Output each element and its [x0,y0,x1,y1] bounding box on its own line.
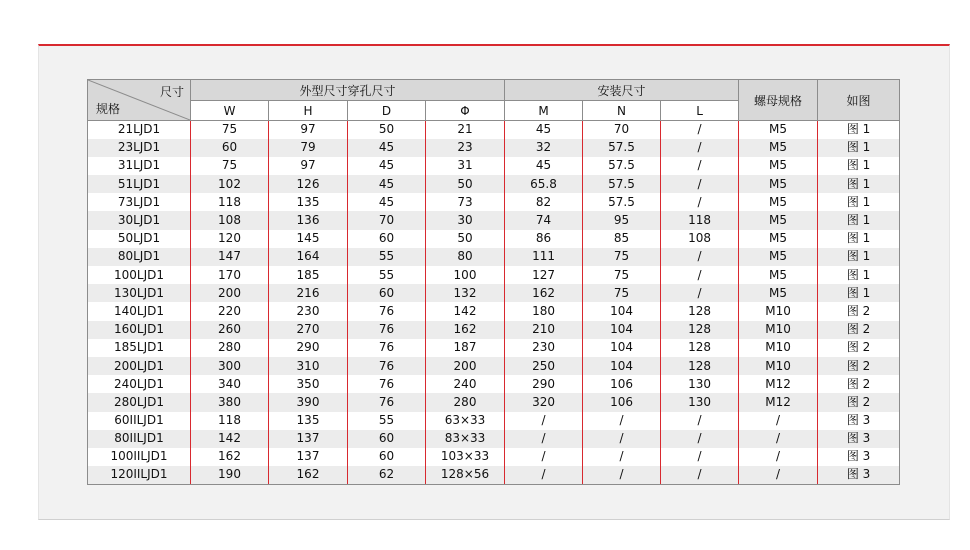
cell-figure: 图 1 [818,157,900,175]
cell-nut: M5 [739,230,818,248]
cell-w: 260 [191,321,269,339]
cell-w: 190 [191,466,269,484]
cell-model: 23LJD1 [88,139,191,157]
cell-nut: M5 [739,139,818,157]
cell-n: 106 [583,393,661,411]
cell-phi: 50 [426,230,505,248]
table-row [88,266,900,284]
cell-model: 185LJD1 [88,339,191,357]
cell-w: 118 [191,193,269,211]
table-row [88,211,900,229]
cell-phi: 142 [426,302,505,320]
table-row [88,448,900,466]
cell-figure: 图 3 [818,448,900,466]
cell-h: 390 [269,393,348,411]
sub-header-l: L [661,101,739,121]
cell-w: 380 [191,393,269,411]
cell-m: 162 [505,284,583,302]
table-row [88,121,900,139]
cell-m: 82 [505,193,583,211]
cell-d: 60 [348,284,426,302]
table-row [88,193,900,211]
cell-h: 162 [269,466,348,484]
cell-figure: 图 1 [818,248,900,266]
cell-d: 50 [348,121,426,139]
cell-model: 100LJD1 [88,266,191,284]
cell-m: 250 [505,357,583,375]
sub-header-m: M [505,101,583,121]
table-row [88,412,900,430]
cell-figure: 图 1 [818,175,900,193]
table-header [88,80,900,121]
table-row [88,393,900,411]
cell-w: 147 [191,248,269,266]
cell-h: 137 [269,430,348,448]
table-row [88,466,900,484]
table-row [88,139,900,157]
table-row [88,357,900,375]
cell-phi: 103×33 [426,448,505,466]
cell-model: 21LJD1 [88,121,191,139]
cell-phi: 80 [426,248,505,266]
cell-h: 79 [269,139,348,157]
table-row [88,302,900,320]
cell-h: 216 [269,284,348,302]
cell-figure: 图 2 [818,321,900,339]
cell-nut: M12 [739,375,818,393]
cell-phi: 200 [426,357,505,375]
cell-l: / [661,248,739,266]
cell-figure: 图 3 [818,466,900,484]
cell-w: 118 [191,412,269,430]
cell-l: 128 [661,321,739,339]
cell-nut: M5 [739,121,818,139]
cell-h: 97 [269,157,348,175]
cell-l: 128 [661,357,739,375]
cell-h: 164 [269,248,348,266]
cell-nut: / [739,448,818,466]
cell-n: 57.5 [583,175,661,193]
cell-model: 100IILJD1 [88,448,191,466]
cell-n: 85 [583,230,661,248]
corner-header [88,80,191,121]
cell-w: 102 [191,175,269,193]
cell-h: 135 [269,412,348,430]
cell-d: 60 [348,448,426,466]
cell-l: / [661,448,739,466]
cell-m: 180 [505,302,583,320]
cell-h: 97 [269,121,348,139]
cell-phi: 23 [426,139,505,157]
table-row [88,230,900,248]
cell-nut: M10 [739,321,818,339]
cell-model: 140LJD1 [88,302,191,320]
cell-l: 108 [661,230,739,248]
cell-m: / [505,466,583,484]
cell-nut: / [739,412,818,430]
cell-nut: M5 [739,211,818,229]
table-body [88,121,900,485]
table-row [88,321,900,339]
cell-m: / [505,430,583,448]
cell-model: 120IILJD1 [88,466,191,484]
cell-d: 62 [348,466,426,484]
cell-d: 60 [348,430,426,448]
cell-phi: 50 [426,175,505,193]
spec-table [87,79,900,485]
cell-n: 75 [583,266,661,284]
group-header-outer: 外型尺寸穿孔尺寸 [191,80,505,101]
cell-d: 76 [348,375,426,393]
table-row [88,157,900,175]
cell-w: 75 [191,121,269,139]
cell-w: 200 [191,284,269,302]
cell-d: 76 [348,302,426,320]
table-row [88,339,900,357]
cell-phi: 21 [426,121,505,139]
cell-model: 73LJD1 [88,193,191,211]
cell-w: 60 [191,139,269,157]
cell-model: 50LJD1 [88,230,191,248]
nut-spec-header: 螺母规格 [739,80,818,121]
cell-nut: / [739,430,818,448]
cell-d: 76 [348,393,426,411]
table-row [88,375,900,393]
cell-figure: 图 1 [818,121,900,139]
sub-header-n: N [583,101,661,121]
cell-model: 80LJD1 [88,248,191,266]
cell-phi: 280 [426,393,505,411]
cell-m: 111 [505,248,583,266]
cell-h: 136 [269,211,348,229]
cell-l: / [661,157,739,175]
cell-model: 160LJD1 [88,321,191,339]
cell-nut: M12 [739,393,818,411]
cell-n: / [583,412,661,430]
cell-d: 45 [348,139,426,157]
cell-h: 350 [269,375,348,393]
cell-figure: 图 2 [818,302,900,320]
cell-d: 55 [348,266,426,284]
cell-h: 135 [269,193,348,211]
cell-h: 270 [269,321,348,339]
cell-m: 45 [505,157,583,175]
cell-d: 45 [348,193,426,211]
cell-h: 290 [269,339,348,357]
cell-phi: 100 [426,266,505,284]
cell-w: 75 [191,157,269,175]
cell-m: / [505,412,583,430]
cell-l: / [661,266,739,284]
cell-model: 280LJD1 [88,393,191,411]
cell-nut: M10 [739,357,818,375]
cell-w: 142 [191,430,269,448]
cell-n: 70 [583,121,661,139]
cell-nut: M5 [739,175,818,193]
cell-phi: 187 [426,339,505,357]
figure-header: 如图 [818,80,900,121]
cell-n: / [583,466,661,484]
cell-model: 80IILJD1 [88,430,191,448]
corner-top-label: 尺寸 [159,85,184,99]
cell-n: 57.5 [583,193,661,211]
cell-model: 240LJD1 [88,375,191,393]
cell-l: 128 [661,339,739,357]
cell-nut: M10 [739,339,818,357]
cell-model: 60IILJD1 [88,412,191,430]
sub-header-phi: Φ [426,101,505,121]
cell-model: 200LJD1 [88,357,191,375]
cell-m: 290 [505,375,583,393]
group-header-install: 安装尺寸 [505,80,739,101]
cell-h: 145 [269,230,348,248]
cell-l: / [661,175,739,193]
cell-d: 55 [348,412,426,430]
cell-nut: / [739,466,818,484]
cell-m: / [505,448,583,466]
sub-header-d: D [348,101,426,121]
cell-figure: 图 3 [818,412,900,430]
cell-nut: M5 [739,248,818,266]
table-row [88,430,900,448]
cell-m: 86 [505,230,583,248]
cell-l: / [661,193,739,211]
cell-w: 280 [191,339,269,357]
cell-d: 45 [348,175,426,193]
cell-model: 130LJD1 [88,284,191,302]
cell-n: 57.5 [583,157,661,175]
cell-w: 220 [191,302,269,320]
cell-l: / [661,412,739,430]
cell-l: 128 [661,302,739,320]
cell-n: 106 [583,375,661,393]
cell-l: / [661,139,739,157]
cell-d: 76 [348,321,426,339]
cell-nut: M5 [739,193,818,211]
cell-n: / [583,430,661,448]
cell-figure: 图 1 [818,266,900,284]
table-row [88,284,900,302]
cell-nut: M5 [739,157,818,175]
cell-n: 57.5 [583,139,661,157]
cell-phi: 63×33 [426,412,505,430]
cell-model: 31LJD1 [88,157,191,175]
cell-nut: M5 [739,284,818,302]
cell-phi: 73 [426,193,505,211]
cell-m: 65.8 [505,175,583,193]
cell-w: 108 [191,211,269,229]
cell-h: 185 [269,266,348,284]
cell-m: 127 [505,266,583,284]
cell-figure: 图 1 [818,193,900,211]
cell-d: 45 [348,157,426,175]
cell-m: 74 [505,211,583,229]
cell-w: 120 [191,230,269,248]
cell-w: 340 [191,375,269,393]
cell-h: 230 [269,302,348,320]
cell-l: 130 [661,375,739,393]
cell-d: 55 [348,248,426,266]
cell-h: 126 [269,175,348,193]
cell-phi: 128×56 [426,466,505,484]
cell-w: 162 [191,448,269,466]
cell-phi: 30 [426,211,505,229]
cell-m: 32 [505,139,583,157]
cell-n: 104 [583,357,661,375]
cell-figure: 图 1 [818,230,900,248]
cell-n: 104 [583,302,661,320]
cell-n: 75 [583,248,661,266]
cell-phi: 240 [426,375,505,393]
cell-l: 118 [661,211,739,229]
cell-figure: 图 3 [818,430,900,448]
cell-d: 76 [348,357,426,375]
cell-figure: 图 2 [818,357,900,375]
cell-model: 51LJD1 [88,175,191,193]
cell-l: 130 [661,393,739,411]
cell-h: 310 [269,357,348,375]
cell-phi: 162 [426,321,505,339]
cell-d: 76 [348,339,426,357]
cell-d: 70 [348,211,426,229]
cell-n: 95 [583,211,661,229]
sub-header-w: W [191,101,269,121]
cell-m: 210 [505,321,583,339]
cell-phi: 83×33 [426,430,505,448]
cell-w: 170 [191,266,269,284]
cell-model: 30LJD1 [88,211,191,229]
cell-figure: 图 2 [818,339,900,357]
cell-m: 320 [505,393,583,411]
cell-l: / [661,430,739,448]
cell-h: 137 [269,448,348,466]
cell-figure: 图 1 [818,211,900,229]
cell-l: / [661,284,739,302]
sub-header-h: H [269,101,348,121]
table-row [88,175,900,193]
cell-phi: 31 [426,157,505,175]
table-row [88,248,900,266]
cell-d: 60 [348,230,426,248]
cell-m: 45 [505,121,583,139]
cell-figure: 图 1 [818,139,900,157]
cell-nut: M10 [739,302,818,320]
cell-n: / [583,448,661,466]
cell-n: 104 [583,339,661,357]
cell-n: 75 [583,284,661,302]
cell-n: 104 [583,321,661,339]
cell-figure: 图 2 [818,375,900,393]
corner-bottom-label: 规格 [96,102,121,116]
cell-m: 230 [505,339,583,357]
cell-figure: 图 2 [818,393,900,411]
cell-l: / [661,466,739,484]
cell-phi: 132 [426,284,505,302]
cell-l: / [661,121,739,139]
cell-nut: M5 [739,266,818,284]
cell-figure: 图 1 [818,284,900,302]
cell-w: 300 [191,357,269,375]
